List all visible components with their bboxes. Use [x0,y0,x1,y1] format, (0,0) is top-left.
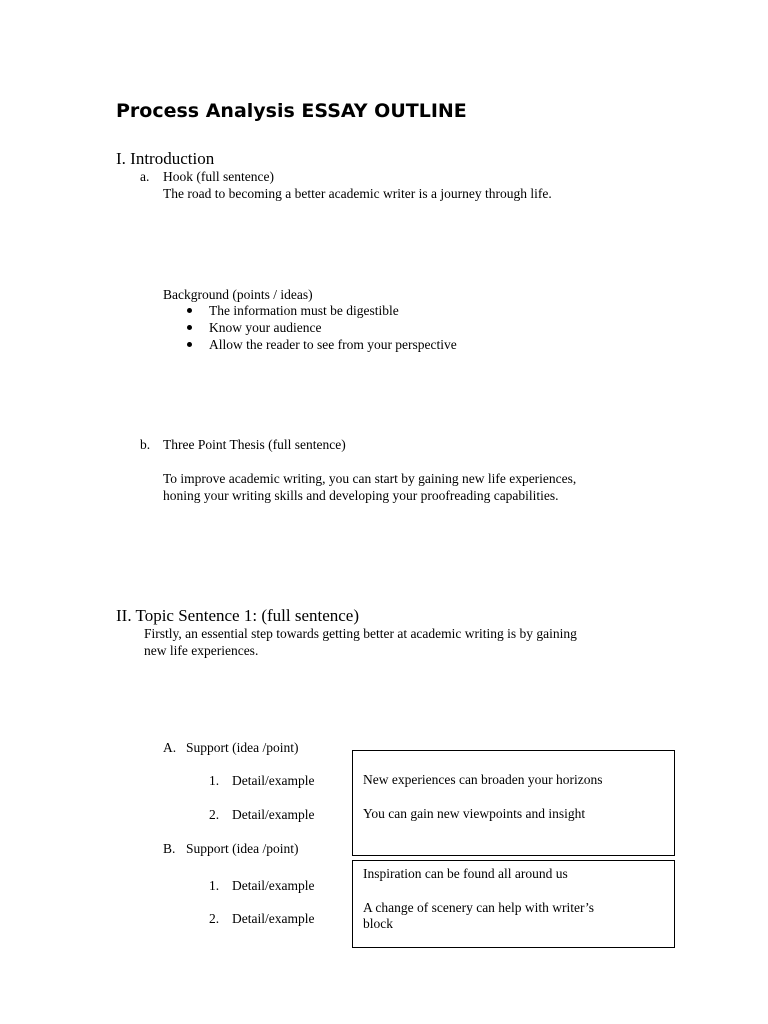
hook-label: Hook (full sentence) [163,169,274,184]
detail-box-text: block [363,916,393,931]
detail-box-text: Inspiration can be found all around us [363,866,568,881]
support-a-marker: A. [163,740,177,755]
detail-marker: 1. [209,773,220,788]
detail-marker: 2. [209,807,220,822]
topic-sentence-line: Firstly, an essential step towards getting better at academic writing is by gaining [144,626,577,641]
bullet-item: Know your audience [209,320,322,335]
detail-label: Detail/example [232,911,315,926]
detail-label: Detail/example [232,773,315,788]
thesis-marker: b. [140,437,151,452]
support-a-detail-box [352,750,675,856]
document-title: Process Analysis ESSAY OUTLINE [116,100,467,122]
topic-sentence-line: new life experiences. [144,643,259,658]
thesis-text-line: honing your writing skills and developing your proofreading capabilities. [163,488,559,503]
bullet-icon [187,308,192,313]
support-a-label: Support (idea /point) [186,740,299,755]
bullet-item: The information must be digestible [209,303,399,318]
support-b-label: Support (idea /point) [186,841,299,856]
hook-text: The road to becoming a better academic writer is a journey through life. [163,186,552,201]
bullet-item: Allow the reader to see from your perspective [209,337,457,352]
thesis-text-line: To improve academic writing, you can start by gaining new life experiences, [163,471,577,486]
hook-marker: a. [140,169,150,184]
background-label: Background (points / ideas) [163,287,313,302]
detail-label: Detail/example [232,878,315,893]
detail-box-text: New experiences can broaden your horizons [363,772,603,787]
detail-marker: 1. [209,878,220,893]
detail-box-text: You can gain new viewpoints and insight [363,806,586,821]
support-b-marker: B. [163,841,176,856]
detail-label: Detail/example [232,807,315,822]
section-heading-topic-sentence-1: II. Topic Sentence 1: (full sentence) [116,606,360,625]
support-b-detail-box [352,860,675,948]
detail-marker: 2. [209,911,220,926]
thesis-label: Three Point Thesis (full sentence) [163,437,346,452]
section-heading-introduction: I. Introduction [116,149,215,168]
bullet-icon [187,342,192,347]
bullet-icon [187,325,192,330]
detail-box-text: A change of scenery can help with writer’s [363,900,595,915]
